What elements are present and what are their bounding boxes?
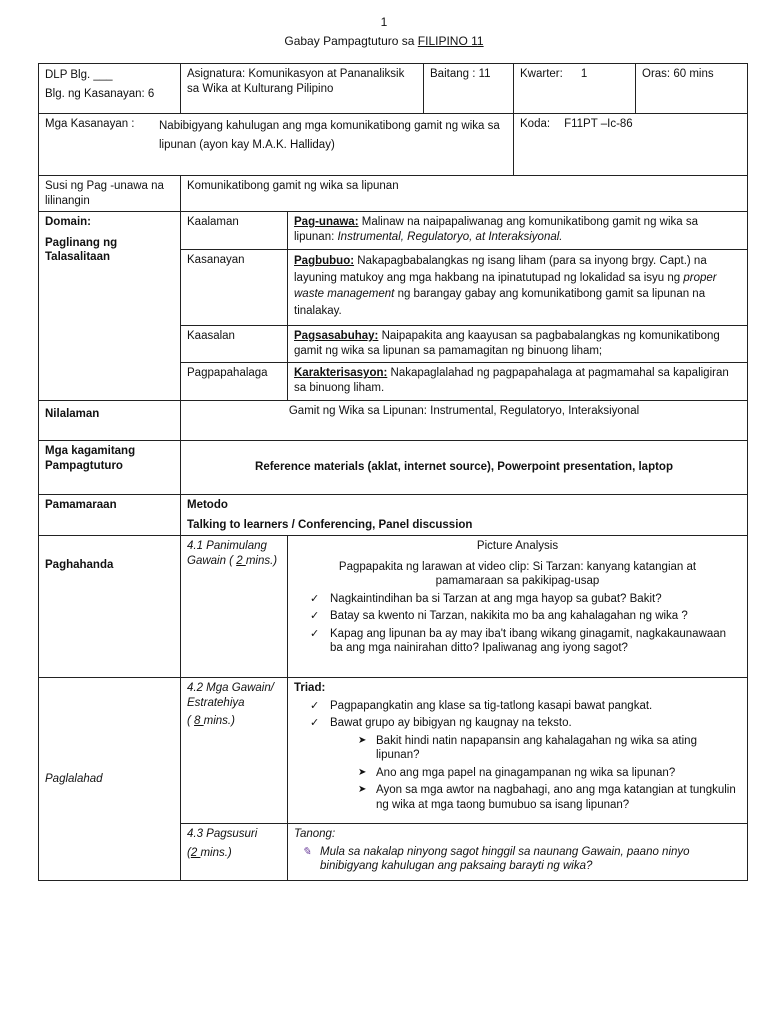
koda-value: F11PT –Ic-86 xyxy=(564,118,633,130)
paglalahad-label: Paglalahad xyxy=(39,678,181,881)
activity-43-prefix: ( xyxy=(187,846,191,859)
skill-number: Blg. ng Kasanayan: 6 xyxy=(45,87,155,100)
paghahanda-questions xyxy=(294,592,741,656)
susi-label: Susi ng Pag -unawa na lilinangin xyxy=(39,176,181,212)
activity-42-minutes-line xyxy=(187,714,281,729)
tanong-content xyxy=(288,824,748,881)
domain-pagpapahalaga-text xyxy=(288,363,748,401)
kaasalan-body: Naipapakita ang kaayusan sa pagbabalangkas ng komunikatibong gamit ng wika sa lipunan sa pamamagitan ng binuong liham; xyxy=(294,330,720,357)
activity-41-text: 4.1 Panimulang Gawain ( xyxy=(187,540,267,567)
checkmark-icon: ✓ xyxy=(310,717,320,729)
oras-cell: Oras: 60 mins xyxy=(636,64,748,114)
paglalahad-activity xyxy=(181,678,288,824)
kasanayan-heading: Pagbubuo: xyxy=(294,255,355,267)
activity-42-prefix: ( xyxy=(187,715,195,727)
domain-kaalaman-text xyxy=(288,212,748,250)
domain-kaasalan-text xyxy=(288,326,748,363)
checkmark-icon: ✓ xyxy=(310,627,320,640)
triad-label: Triad: xyxy=(294,682,326,694)
domain-pagpapahalaga-name: Pagpapahalaga xyxy=(181,363,288,401)
pagpapahalaga-heading: Karakterisasyon: xyxy=(294,367,388,379)
domain-kaasalan-name: Kaasalan xyxy=(181,326,288,363)
kaalaman-italic: Instrumental, Regulatoryo, at Interaksiyonal. xyxy=(337,230,563,243)
arrow-bullet-icon: ➤ xyxy=(358,766,367,778)
baitang-cell: Baitang : 11 xyxy=(424,64,514,114)
kwarter-label: Kwarter: xyxy=(520,68,563,80)
kaalaman-heading: Pag-unawa: xyxy=(294,216,359,228)
lesson-plan-table xyxy=(38,63,748,881)
metodo-cell xyxy=(181,495,748,536)
triad-subquestions xyxy=(294,734,741,813)
asignatura-cell: Asignatura: Komunikasyon at Pananaliksik sa Wika at Kulturang Pilipino xyxy=(181,64,424,114)
activity-43-minutes-line xyxy=(187,846,281,861)
list-item xyxy=(294,627,741,656)
list-item xyxy=(294,845,741,874)
paghahanda-activity xyxy=(181,536,288,678)
step-text: Pagpapangkatin ang klase sa tig-tatlong kasapi bawat pangkat. xyxy=(330,699,653,712)
nilalaman-text: Gamit ng Wika sa Lipunan: Instrumental, Regulatoryo, Interaksiyonal xyxy=(181,401,748,441)
tanong-text: Mula sa nakalap ninyong sagot hinggil sa naunang Gawain, paano ninyo binibigyang kahulugan ang paksaing barayti ng wika? xyxy=(320,845,690,872)
list-item xyxy=(294,716,741,731)
mga-kasanayan-label: Mga Kasanayan : xyxy=(45,118,135,130)
activity-41-suffix: mins.) xyxy=(245,554,278,567)
step-text: Bawat grupo ay bibigyan ng kaugnay na teksto. xyxy=(330,717,572,729)
dlp-cell xyxy=(39,64,181,114)
list-item xyxy=(294,592,741,607)
kagamitan-text: Reference materials (aklat, internet source), Powerpoint presentation, laptop xyxy=(181,441,748,495)
domain-kasanayan-name: Kasanayan xyxy=(181,250,288,326)
title-subject: FILIPINO 11 xyxy=(417,34,484,48)
koda-cell xyxy=(514,114,748,176)
kaasalan-heading: Pagsasabuhay: xyxy=(294,330,379,342)
subquestion-text: Ano ang mga papel na ginagampanan ng wika sa lipunan? xyxy=(376,766,676,779)
activity-42-minutes: 8 xyxy=(194,715,204,727)
metodo-label: Metodo xyxy=(187,499,228,511)
paghahanda-content xyxy=(288,536,748,678)
question-text: Nagkaintindihan ba si Tarzan at ang mga hayop sa gubat? Bakit? xyxy=(330,592,662,605)
subquestion-text: Ayon sa mga awtor na nagbahagi, ano ang mga katangian at tungkulin ng wika at mga taong bumubuo sa isang lipunan? xyxy=(376,784,736,811)
koda-label: Koda: xyxy=(520,118,551,130)
tanong-label: Tanong: xyxy=(294,828,336,840)
pen-bullet-icon: ✎ xyxy=(302,845,312,858)
pamamaraan-label: Pamamaraan xyxy=(39,495,181,536)
kagamitan-label: Mga kagamitang Pampagtuturo xyxy=(39,441,181,495)
title-prefix: Gabay Pampagtuturo sa xyxy=(284,34,418,48)
picture-analysis-title: Picture Analysis xyxy=(476,540,559,552)
list-item xyxy=(294,734,741,763)
domain-label: Domain: xyxy=(45,216,91,228)
triad-steps xyxy=(294,699,741,731)
dlp-number: DLP Blg. ___ xyxy=(45,69,113,81)
domain-kasanayan-text xyxy=(288,250,748,326)
picture-analysis-intro: Pagpapakita ng larawan at video clip: Si Tarzan: kanyang katangian at pamamaraan sa pakikipag-usap xyxy=(338,560,697,587)
pagsusuri-activity xyxy=(181,824,288,881)
kwarter-cell xyxy=(514,64,636,114)
activity-43-suffix: mins.) xyxy=(200,846,232,859)
kaalaman-body: Malinaw na naipapaliwanag ang komunikatibong gamit ng wika sa lipunan: xyxy=(294,216,699,243)
kwarter-value: 1 xyxy=(580,68,588,80)
kasanayan-italic: proper waste management xyxy=(294,271,717,300)
kasanayan-body: Nakapagbabalangkas ng isang liham (para sa inyong brgy. Capt.) na layuning matukoy ang mga hakbang na ipinatutupad ng lokalidad sa isyu ng xyxy=(294,255,707,284)
domain-sublabel: Paglinang ng Talasalitaan xyxy=(45,236,118,263)
domain-cell xyxy=(39,212,181,401)
susi-text: Komunikatibong gamit ng wika sa lipunan xyxy=(181,176,748,212)
pagpapahalaga-body: Nakapaglalahad ng pagpapahalaga at pagmamahal sa kapaligiran sa binuong liham. xyxy=(294,367,729,394)
nilalaman-label: Nilalaman xyxy=(39,401,181,441)
arrow-bullet-icon: ➤ xyxy=(358,734,367,746)
page-title xyxy=(0,34,768,48)
checkmark-icon: ✓ xyxy=(310,610,320,622)
domain-kaalaman-name: Kaalaman xyxy=(181,212,288,250)
activity-41-minutes: 2 xyxy=(236,554,246,567)
mga-kasanayan-cell xyxy=(39,114,514,176)
metodo-text: Talking to learners / Conferencing, Panel discussion xyxy=(187,518,473,531)
list-item xyxy=(294,699,741,714)
arrow-bullet-icon: ➤ xyxy=(358,784,367,795)
paghahanda-label: Paghahanda xyxy=(39,536,181,678)
question-text: Kapag ang lipunan ba ay may iba't ibang wikang ginagamit, nagkakaunawaan ba ang mga nainirahan ditto? Ipaliwanag ang iyong sagot? xyxy=(330,627,727,654)
tanong-list xyxy=(294,845,741,874)
activity-43-title: 4.3 Pagsusuri xyxy=(187,828,258,840)
activity-42-suffix: mins.) xyxy=(203,715,235,727)
list-item xyxy=(294,609,741,624)
triad-content xyxy=(288,678,748,824)
question-text: Batay sa kwento ni Tarzan, nakikita mo ba ang kahalagahan ng wika ? xyxy=(330,610,688,622)
mga-kasanayan-text: Nabibigyang kahulugan ang mga komunikatibong gamit ng wika sa lipunan (ayon kay M.A.K. Halliday) xyxy=(159,120,500,151)
checkmark-icon: ✓ xyxy=(310,699,320,712)
activity-43-minutes: 2 xyxy=(190,846,201,859)
checkmark-icon: ✓ xyxy=(310,592,320,605)
page-number: 1 xyxy=(380,15,388,29)
activity-42-title: 4.2 Mga Gawain/ Estratehiya xyxy=(187,682,274,709)
list-item xyxy=(294,766,741,781)
list-item xyxy=(294,783,741,812)
kasanayan-body-2: ng barangay gabay ang komunikatibong gamit sa lipunan na tinalakay. xyxy=(294,288,706,317)
subquestion-text: Bakit hindi natin napapansin ang kahalagahan ng wika sa ating lipunan? xyxy=(376,734,697,761)
